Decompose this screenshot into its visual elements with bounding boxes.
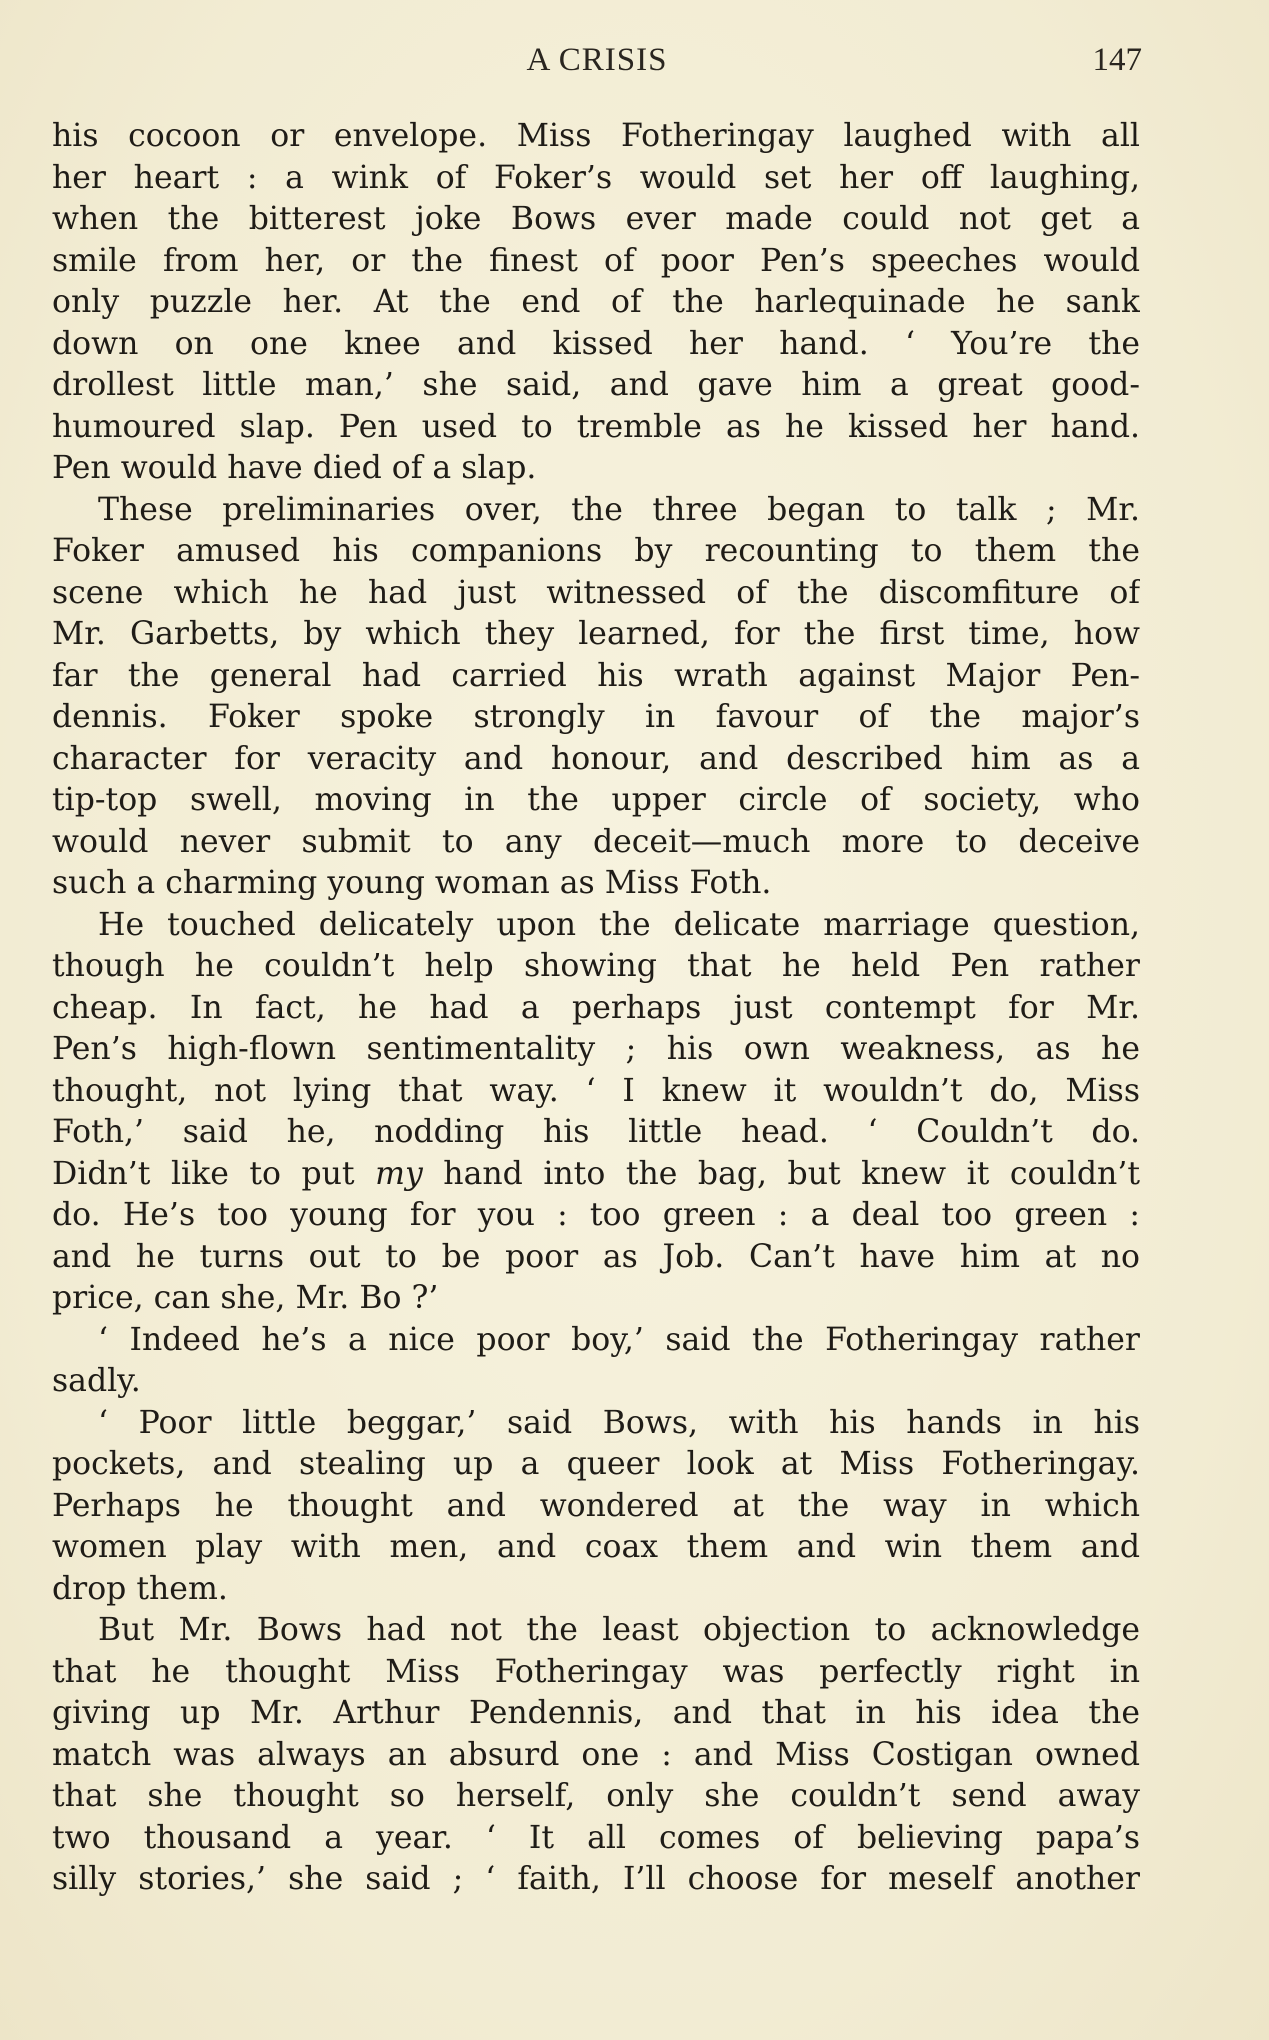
text-line: But Mr. Bows had not the least objection to acknowledge xyxy=(98,1612,1140,1648)
text-line: would never submit to any deceit—much more to deceive xyxy=(52,823,1140,860)
text-line: Pen’s high-flown sentimentality ; his own weakness, as he xyxy=(52,1031,1140,1067)
running-title: A CRISIS xyxy=(526,42,668,78)
text-line: dennis. Foker spoke strongly in favour of the major’s xyxy=(52,699,1140,735)
text-line: silly stories,’ she said ; ‘ faith, I’ll choose for meself another xyxy=(52,1861,1140,1897)
text-line: only puzzle her. At the end of the harlequinade he sank xyxy=(52,284,1140,320)
text-line: drop them. xyxy=(52,1570,228,1607)
text-line: that he thought Miss Fotheringay was perfectly right in xyxy=(52,1653,1140,1690)
text-line: cheap. In fact, he had a perhaps just contempt for Mr. xyxy=(52,989,1140,1026)
text-line: two thousand a year. ‘ It all comes of believing papa’s xyxy=(52,1819,1140,1856)
text-line: scene which he had just witnessed of the discomfiture of xyxy=(52,574,1140,611)
text-line: tip-top swell, moving in the upper circle of society, who xyxy=(52,782,1140,818)
text-line: Mr. Garbetts, by which they learned, for the first time, how xyxy=(52,616,1140,652)
text-line: when the bitterest joke Bows ever made could not get a xyxy=(52,201,1140,237)
text-line: his cocoon or envelope. Miss Fotheringay laughed with all xyxy=(52,118,1140,154)
text-line: that she thought so herself, only she couldn’t send away xyxy=(52,1778,1140,1814)
text-line: though he couldn’t help showing that he held Pen rather xyxy=(52,948,1140,984)
text-line: pockets, and stealing up a queer look at Miss Fotheringay. xyxy=(52,1446,1140,1482)
text-line: thought, not lying that way. ‘ I knew it wouldn’t do, Miss xyxy=(52,1072,1140,1109)
text-line: character for veracity and honour, and described him as a xyxy=(52,740,1140,777)
text-line-part: Didn’t like to put xyxy=(52,1155,376,1192)
body-text xyxy=(52,116,1140,1901)
page-number: 147 xyxy=(1092,42,1142,78)
text-line: do. He’s too young for you : too green : a deal too green : xyxy=(52,1197,1140,1233)
text-line-part: hand into the bag, but knew it couldn’t xyxy=(422,1155,1140,1192)
text-line: her heart : a wink of Foker’s would set her off laughing, xyxy=(52,159,1140,196)
text-line: giving up Mr. Arthur Pendennis, and that in his idea the xyxy=(52,1695,1140,1731)
text-line: Pen would have died of a slap. xyxy=(52,450,537,486)
text-line: such a charming young woman as Miss Foth. xyxy=(52,865,772,901)
text-line: and he turns out to be poor as Job. Can’t have him at no xyxy=(52,1238,1140,1275)
text-line: ‘ Indeed he’s a nice poor boy,’ said the Fotheringay rather xyxy=(98,1321,1140,1358)
text-line: smile from her, or the finest of poor Pen’s speeches would xyxy=(52,242,1140,279)
text-line: down on one knee and kissed her hand. ‘ You’re the xyxy=(52,325,1140,362)
text-line: humoured slap. Pen used to tremble as he kissed her hand. xyxy=(52,408,1140,445)
text-line: sadly. xyxy=(52,1363,141,1399)
text-line xyxy=(52,1154,1140,1196)
running-header xyxy=(52,42,1142,88)
text-line: ‘ Poor little beggar,’ said Bows, with his hands in his xyxy=(98,1404,1140,1441)
text-line: women play with men, and coax them and win them and xyxy=(52,1529,1140,1565)
emphasized-word: my xyxy=(375,1155,423,1192)
text-line: match was always an absurd one : and Miss Costigan owned xyxy=(52,1736,1140,1773)
text-line: Foker amused his companions by recounting to them the xyxy=(52,533,1140,569)
text-line: price, can she, Mr. Bo ?’ xyxy=(52,1280,439,1316)
text-line: far the general had carried his wrath against Major Pen- xyxy=(52,657,1140,694)
text-line: Foth,’ said he, nodding his little head. ‘ Couldn’t do. xyxy=(52,1114,1140,1150)
text-line: drollest little man,’ she said, and gave him a great good- xyxy=(52,367,1140,403)
text-line: He touched delicately upon the delicate marriage question, xyxy=(98,906,1140,943)
text-line: These preliminaries over, the three began to talk ; Mr. xyxy=(98,491,1140,528)
text-line: Perhaps he thought and wondered at the way in which xyxy=(52,1487,1140,1524)
